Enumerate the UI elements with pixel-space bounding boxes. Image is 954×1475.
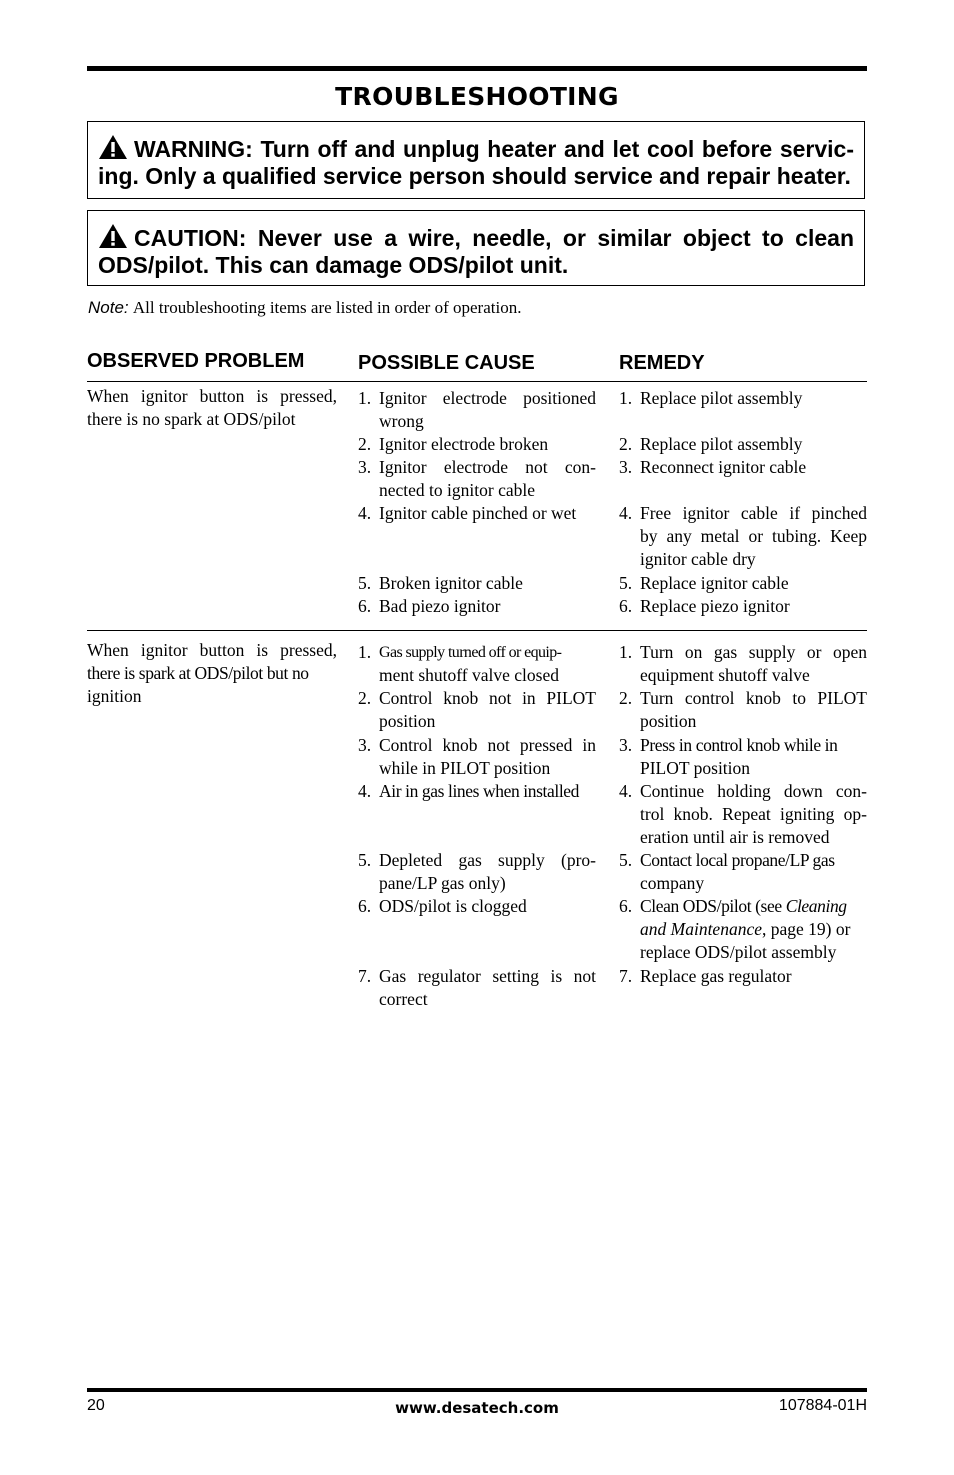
column-header-problem: OBSERVED PROBLEM [87,350,305,372]
list-text: Replace pilot assembly [640,434,803,454]
caution-box [87,210,865,286]
list-number: 1. [619,388,633,408]
list-number: 2. [619,688,633,708]
list-number: 6. [358,896,372,916]
list-number: 1. [619,642,633,662]
list-text: Replace ignitor cable [640,573,789,593]
warning-line-1 [98,134,854,163]
list-text: replace ODS/pilot assembly [640,942,837,962]
list-text [640,918,867,941]
list-text: Bad piezo ignitor [379,596,501,616]
list-text: Broken ignitor cable [379,573,523,593]
row-2-problem [87,639,337,708]
list-text: ODS/pilot is clogged [379,896,527,916]
list-number: 3. [358,735,372,755]
row-2-problem-line: When ignitor button is pressed, [87,640,337,660]
list-text: nected to ignitor cable [379,480,535,500]
caution-text-1: CAUTION: Never use a wire, needle, or similar object to clean [134,225,854,251]
list-text: Air in gas lines when installed [379,781,579,801]
list-number: 2. [619,434,633,454]
note-label: Note: [88,298,129,317]
list-text: position [640,711,697,731]
list-number: 4. [619,503,633,523]
list-text: Ignitor cable pinched or wet [379,503,577,523]
list-text: company [640,873,705,893]
list-text: Free ignitor cable if pinched [640,503,867,523]
list-number: 4. [358,503,372,523]
list-number: 5. [358,850,372,870]
caution-triangle-icon [98,223,128,249]
remedy-text-pre: Clean ODS/pilot (see [640,896,786,916]
list-text: eration until air is removed [640,827,830,847]
list-number: 2. [358,434,372,454]
remedy-text-post: , page 19) or [761,919,851,939]
remedy-italic-reference: Cleaning [785,896,847,916]
list-number: 5. [619,573,633,593]
page-title: TROUBLESHOOTING [335,82,619,111]
header-rule [87,381,867,382]
list-text: Replace piezo ignitor [640,596,790,616]
bottom-rule [87,1388,867,1392]
list-text: trol knob. Repeat igniting op- [640,804,867,824]
list-text: PILOT position [640,758,751,778]
note-text: All troubleshooting items are listed in order of operation. [132,298,522,317]
list-text: while in PILOT position [379,758,551,778]
list-text: Control knob not pressed in [379,735,596,755]
list-text: pane/LP gas only) [379,873,506,893]
list-text: Gas regulator setting is not [379,966,596,986]
list-text: Replace gas regulator [640,966,792,986]
document-number: 107884-01H [778,1397,867,1414]
row-1-problem [87,385,337,431]
list-number: 5. [619,850,633,870]
remedy-italic-reference: and Maintenance [640,919,762,939]
list-text: equipment shutoff valve [640,665,810,685]
caution-line-2: ODS/pilot. This can damage ODS/pilot unit. [98,252,569,278]
list-number: 6. [358,596,372,616]
row-1-problem-line: there is no spark at ODS/pilot [87,409,296,429]
list-number: 3. [619,457,633,477]
list-text: wrong [379,411,424,431]
list-text: correct [379,989,428,1009]
list-text: Replace pilot assembly [640,388,803,408]
page-number: 20 [87,1397,105,1414]
list-text: ment shutoff valve closed [379,665,559,685]
list-text: Depleted gas supply (pro- [379,850,596,870]
list-text: position [379,711,436,731]
row-2-problem-line: ignition [87,686,142,706]
caution-line-1 [98,223,854,252]
row-divider [87,630,867,631]
warning-line-2: ing. Only a qualified service person should service and repair heater. [98,163,851,189]
list-number: 6. [619,596,633,616]
list-text [640,895,867,918]
list-number: 1. [358,642,372,662]
list-text: Gas supply turned off or equip- [379,644,562,661]
row-2-problem-line: there is spark at ODS/pilot but no [87,663,309,683]
warning-triangle-icon [98,134,128,160]
row-1-problem-line: When ignitor button is pressed, [87,386,337,406]
warning-text-1: WARNING: Turn off and unplug heater and let cool before servic- [134,136,854,162]
list-text: Reconnect ignitor cable [640,457,807,477]
list-text: Press in control knob while in [640,735,838,755]
column-header-remedy: REMEDY [619,352,705,374]
list-text: Ignitor electrode broken [379,434,549,454]
warning-box [87,121,865,199]
list-number: 3. [619,735,633,755]
list-text: by any metal or tubing. Keep [640,526,867,546]
list-number: 7. [619,966,633,986]
list-number: 4. [619,781,633,801]
list-number: 6. [619,896,633,916]
list-number: 5. [358,573,372,593]
list-number: 2. [358,688,372,708]
list-text: Ignitor electrode positioned [379,388,596,408]
list-text: ignitor cable dry [640,549,756,569]
list-number: 1. [358,388,372,408]
top-rule [87,66,867,71]
column-header-cause: POSSIBLE CAUSE [358,352,535,374]
list-text: Ignitor electrode not con- [379,457,596,477]
list-text: Control knob not in PILOT [379,688,596,708]
list-number: 7. [358,966,372,986]
list-text: Turn on gas supply or open [640,642,867,662]
list-text: Continue holding down con- [640,781,867,801]
list-number: 3. [358,457,372,477]
list-number: 4. [358,781,372,801]
list-text: Contact local propane/LP gas [640,850,835,870]
note [88,298,521,318]
list-text: Turn control knob to PILOT [640,688,867,708]
website-link[interactable]: www.desatech.com [395,1399,559,1417]
